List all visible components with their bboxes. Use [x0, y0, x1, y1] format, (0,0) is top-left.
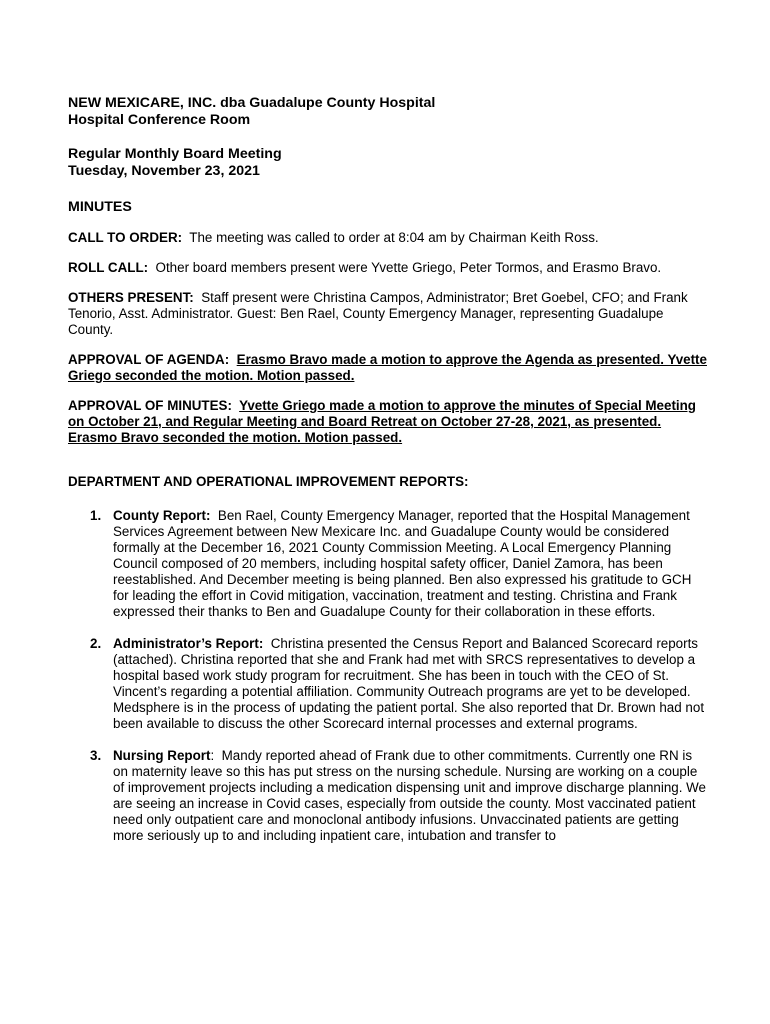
approval-agenda-text: Erasmo Bravo made a motion to approve the Agenda as presented. Yvette Griego seconded the motion. Motion passed. — [68, 352, 707, 383]
call-to-order-label: CALL TO ORDER: — [68, 230, 183, 245]
call-to-order-text: The meeting was called to order at 8:04 am by Chairman Keith Ross. — [189, 230, 599, 245]
report-title: Administrator’s Report: — [113, 636, 264, 651]
meeting-date: Tuesday, November 23, 2021 — [68, 163, 260, 179]
report-number: 1. — [90, 508, 102, 523]
report-text: Mandy reported ahead of Frank due to other commitments. Currently one RN is on maternity leave so this has put stress on the nursing schedule. Nursing are working on a couple of improvement projects including a medication dispensing unit and improve discharge planning. We are seeing an increase in Covid cases, especially from outside the county. Most vaccinated patient need only outpatient care and monoclonal antibody infusions. Unvaccinated patients are getting more seriously up to and including inpatient care, intubation and transfer to — [113, 748, 706, 843]
others-present-section — [68, 290, 708, 338]
org-line: NEW MEXICARE, INC. dba Guadalupe County Hospital — [68, 95, 436, 111]
report-item-county — [68, 508, 708, 620]
report-number: 3. — [90, 748, 102, 763]
approval-minutes-text: Yvette Griego made a motion to approve the minutes of Special Meeting on October 21, and Regular Meeting and Board Retreat on October 27-28, 2021, as presented. Erasmo Bravo seconded the motion. Motion passed. — [68, 398, 696, 445]
roll-call-label: ROLL CALL: — [68, 260, 149, 275]
approval-agenda-section — [68, 352, 708, 384]
report-item-administrator — [68, 636, 708, 732]
meeting-type: Regular Monthly Board Meeting — [68, 146, 282, 162]
call-to-order-section — [68, 230, 708, 246]
meeting-location: Hospital Conference Room — [68, 112, 251, 128]
approval-minutes-section — [68, 398, 708, 446]
report-item-nursing — [68, 748, 708, 844]
report-text: Ben Rael, County Emergency Manager, reported that the Hospital Management Services Agreement between New Mexicare Inc. and Guadalupe County would be considered formally at the December 16, 2021 County Commission Meeting. A Local Emergency Planning Council composed of 20 members, including hospital safety officer, Daniel Zamora, has been reestablished. And December meeting is being planned. Ben also expressed his gratitude to GCH for leading the effort in Covid mitigation, vaccination, treatment and testing. Christina and Frank expressed their thanks to Ben and Guadalupe County for their collaboration in these efforts. — [113, 508, 692, 619]
others-present-label: OTHERS PRESENT: — [68, 290, 194, 305]
others-present-text: Staff present were Christina Campos, Administrator; Bret Goebel, CFO; and Frank Tenorio, Asst. Administrator. Guest: Ben Rael, County Emergency Manager, representing Guadalupe County. — [68, 290, 688, 337]
reports-list — [68, 508, 708, 844]
approval-agenda-label: APPROVAL OF AGENDA: — [68, 352, 230, 367]
roll-call-text: Other board members present were Yvette Griego, Peter Tormos, and Erasmo Bravo. — [155, 260, 662, 275]
report-text: Christina presented the Census Report and Balanced Scorecard reports (attached). Christina reported that she and Frank had met with SRCS representatives to develop a hospital based work study program for recruitment. She has been in touch with the CEO of St. Vincent’s regarding a potential affiliation. Community Outreach programs are yet to be developed. Medsphere is in the process of updating the patient portal. She also reported that Dr. Brown had not been available to discuss the other Scorecard internal processes and external programs. — [113, 636, 705, 731]
approval-minutes-label: APPROVAL OF MINUTES: — [68, 398, 232, 413]
report-number: 2. — [90, 636, 102, 651]
minutes-document — [68, 95, 708, 860]
minutes-title: MINUTES — [68, 199, 132, 215]
report-title: County Report: — [113, 508, 211, 523]
roll-call-section — [68, 260, 708, 276]
report-title: Nursing Report — [113, 748, 211, 763]
reports-heading: DEPARTMENT AND OPERATIONAL IMPROVEMENT REPORTS: — [68, 474, 469, 489]
report-title-suffix: : — [210, 748, 215, 763]
